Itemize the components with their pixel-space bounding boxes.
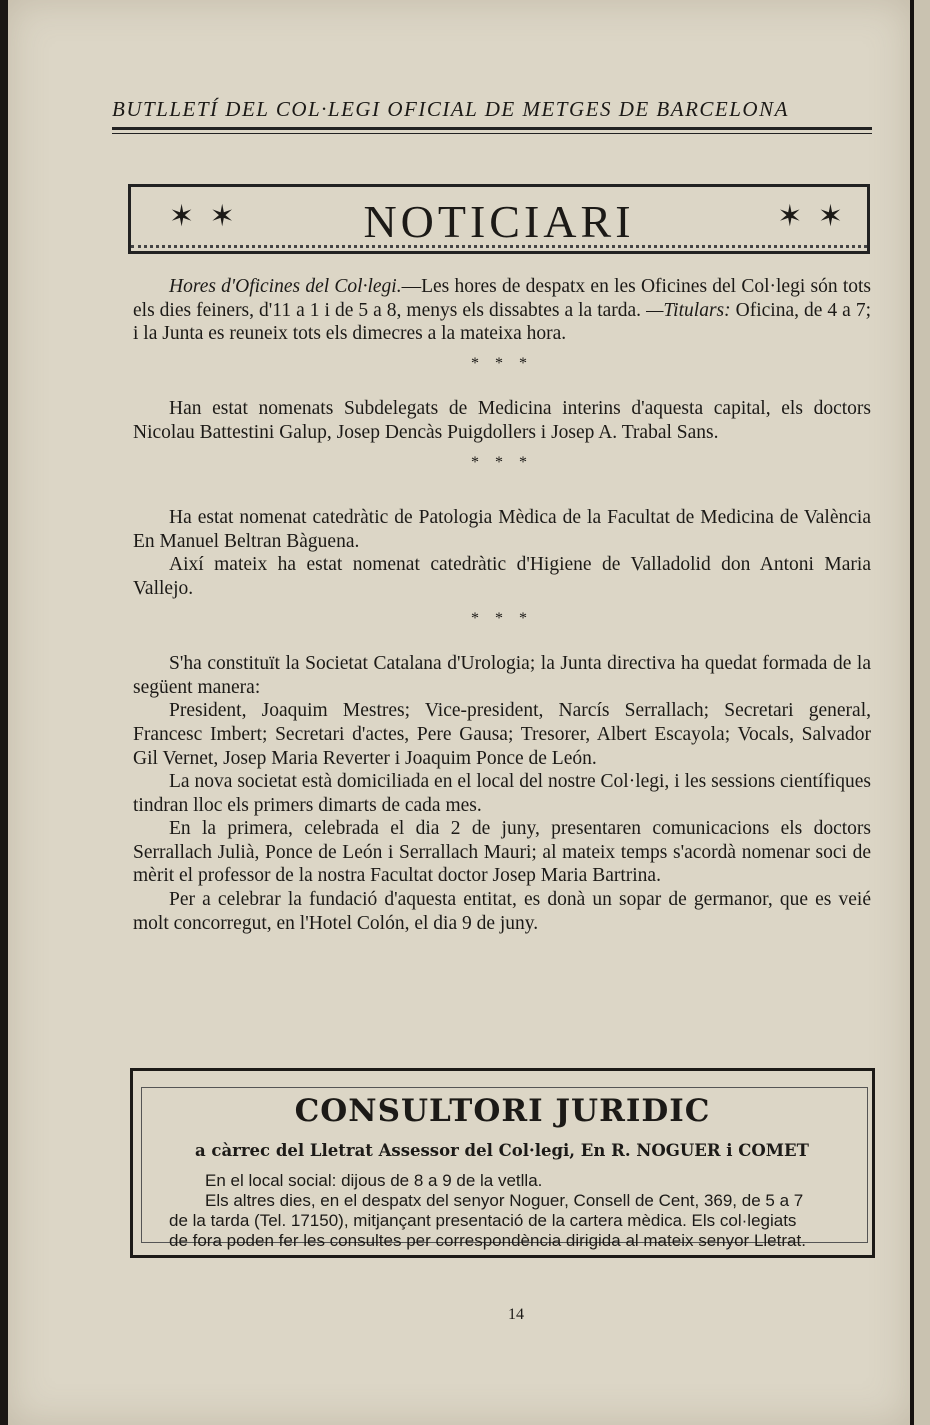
spacer	[133, 496, 871, 506]
article-urologia-junta: President, Joaquim Mestres; Vice-president, Narcís Serrallach; Secretari general, Francesc Imbert; Secretari d'actes, Pere Gausa; Tresorer, Albert Escayola; Vocals, Salvador Gil Vernet, Josep Maria Reverter i Joaquim Ponce de León.	[133, 700, 871, 769]
section-title-box	[128, 184, 870, 254]
news-body	[133, 275, 871, 935]
stars-right: ✶ ✶	[777, 200, 847, 233]
next-page-sliver	[914, 0, 930, 1425]
article-subdelegats: Han estat nomenats Subdelegats de Medicina interins d'aquesta capital, els doctors Nicolau Battestini Galup, Josep Dencàs Puigdollers i Josep A. Trabal Sans.	[133, 398, 871, 443]
article-urologia-primera: En la primera, celebrada el dia 2 de juny, presentaren comunicacions els doctors Serrallach Julià, Ponce de León i Serrallach Mauri; al mateix temps s'acordà nomenar soci de mèrit el professor de la nostra Facultat doctor Josep Maria Bartrina.	[133, 818, 871, 887]
consultori-line: de la tarda (Tel. 17150), mitjançant presentació de la cartera mèdica. Els col·legiats	[169, 1211, 797, 1230]
article-heading-italic: Hores d'Oficines del Col·legi.	[169, 276, 402, 297]
consultori-line: de fora poden fer les consultes per correspondència dirigida al mateix senyor Lletrat.	[169, 1231, 806, 1250]
title-dotted-border	[131, 241, 867, 248]
next-page-strip	[910, 0, 930, 1425]
article-urologia-sopar: Per a celebrar la fundació d'aquesta entitat, es donà un sopar de germanor, que es veié molt concorregut, en l'Hotel Colón, el dia 9 de juny.	[133, 889, 871, 934]
separator-asterisks: * * *	[471, 354, 533, 372]
article-catedratic-valencia: Ha estat nomenat catedràtic de Patologia Mèdica de la Facultat de Medicina de València En Manuel Beltran Bàguena.	[133, 507, 871, 552]
stars-left: ✶ ✶	[169, 200, 239, 233]
article-heading-italic-2: —Titulars:	[646, 299, 731, 321]
separator-asterisks: * * *	[471, 453, 533, 471]
page-number: 14	[508, 1306, 524, 1323]
article-text-2: Oficina, de 4 a 7; i la Junta es reuneix tots els dimecres a la mateixa hora.	[133, 299, 872, 345]
running-header: BUTLLETÍ DEL COL·LEGI OFICIAL DE METGES DE BARCELONA	[112, 97, 789, 121]
article-urologia-domicili: La nova societat està domiciliada en el local del nostre Col·legi, i les sessions científiques tindran lloc els primers dimarts de cada mes.	[133, 771, 871, 816]
separator-asterisks: * * *	[471, 609, 533, 627]
article-urologia-intro: S'ha constituït la Societat Catalana d'Urologia; la Junta directiva ha quedat formada de la següent manera:	[133, 653, 871, 698]
article-catedratic-valladolid: Així mateix ha estat nomenat catedràtic d'Higiene de Valladolid don Antoni Maria Vallejo.	[133, 554, 871, 599]
article-office-hours	[133, 275, 871, 346]
consultori-box	[130, 1068, 875, 1258]
header-rule-thick	[112, 127, 872, 130]
consultori-line: En el local social: dijous de 8 a 9 de la vetlla.	[205, 1171, 543, 1190]
consultori-line: Els altres dies, en el despatx del senyor Noguer, Consell de Cent, 369, de 5 a 7	[205, 1191, 804, 1210]
article-text: —Les hores de despatx en les Oficines del Col·legi són tots els dies feiners, d'11 a 1 i de 5 a 8, menys els dissabtes a la tarda.	[133, 276, 872, 321]
header-rule-thin	[112, 133, 872, 134]
consultori-subtitle: a càrrec del Lletrat Assessor del Col·legi, En R. NOGUER i COMET	[195, 1141, 809, 1160]
section-title: NOTICIARI	[363, 196, 635, 247]
binding-edge	[0, 0, 8, 1425]
consultori-title: CONSULTORI JURIDIC	[294, 1093, 711, 1129]
